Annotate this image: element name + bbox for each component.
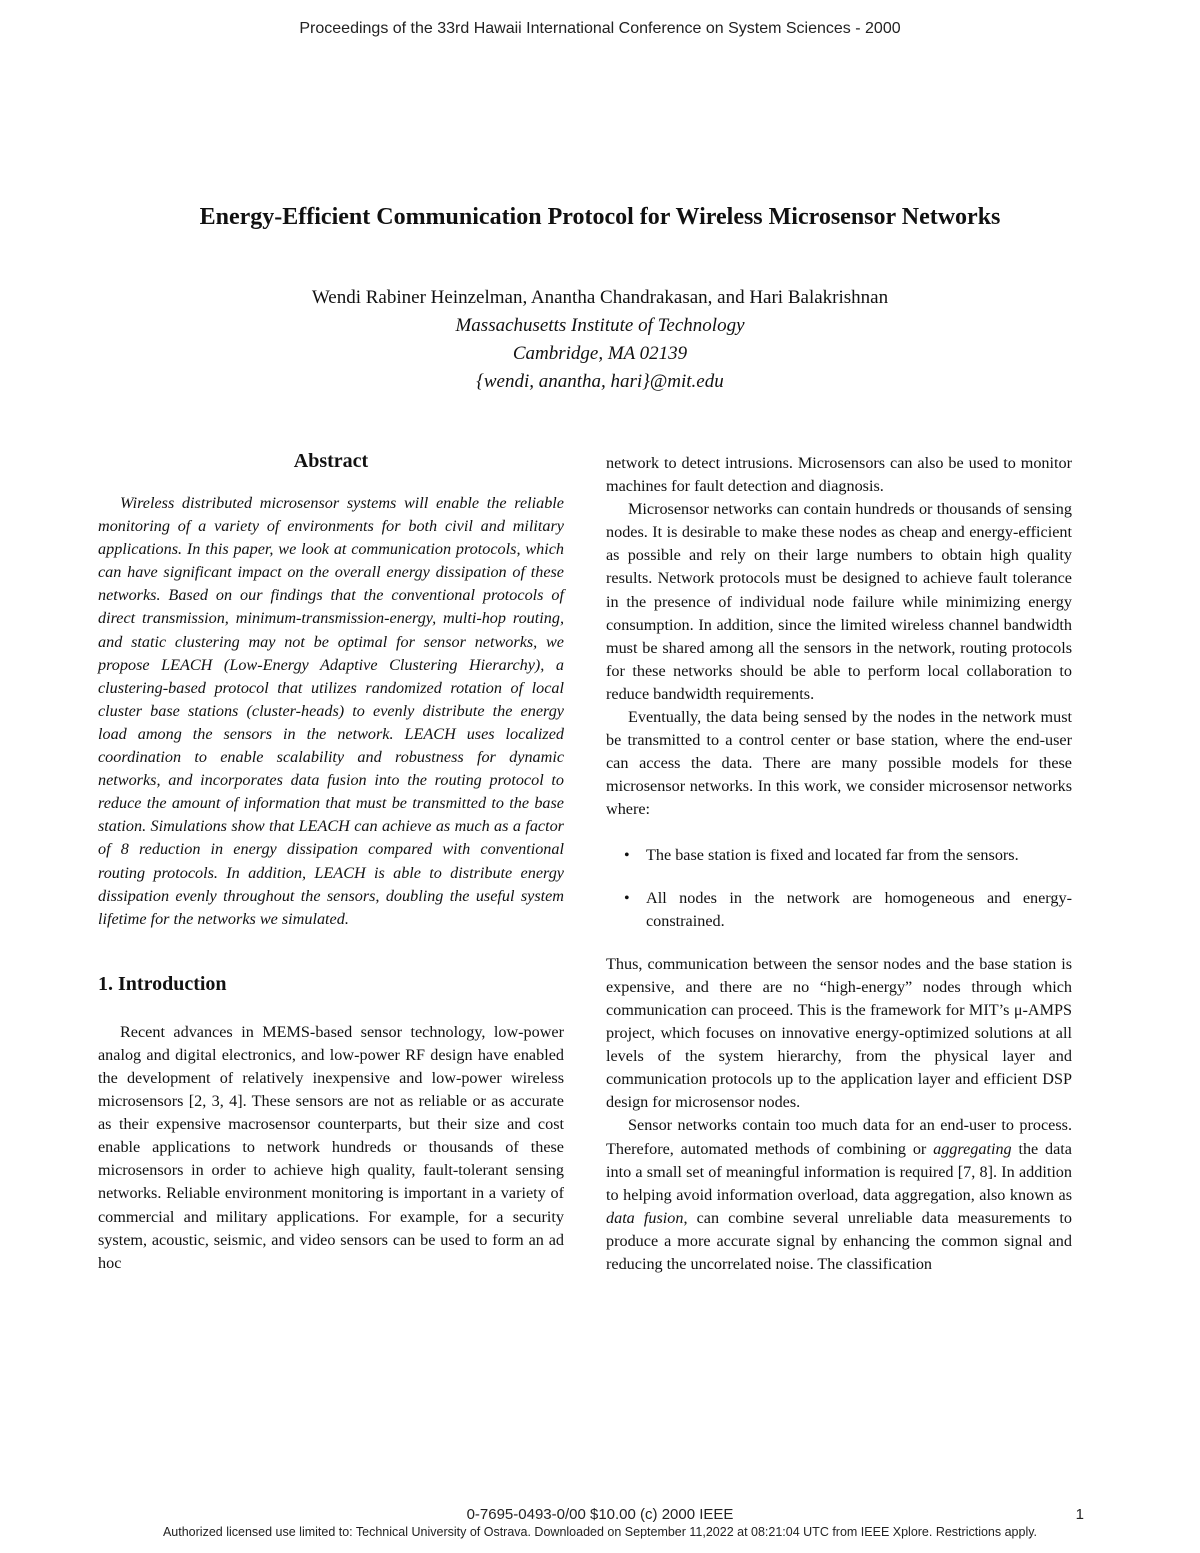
section-heading-introduction: 1. Introduction [98, 972, 227, 995]
copyright-line: 0-7695-0493-0/00 $10.00 (c) 2000 IEEE [466, 1506, 734, 1523]
paper-title: Energy-Efficient Communication Protocol for Wireless Microsensor Networks [199, 204, 1001, 230]
right-paragraph-1: Microsensor networks can contain hundreds or thousands of sensing nodes. It is desirable to make these nodes as cheap and energy-efficient as possible and rely on their large numbers to obtain high quality results. Network protocols must be designed to achieve fault tolerance in the presence of individual node failure while minimizing energy consumption. In addition, since the limited wireless channel bandwidth must be shared among all the sensors in the network, routing protocols for these networks should be able to perform local collaboration to reduce bandwidth requirements. [606, 500, 1072, 703]
author-names: Wendi Rabiner Heinzelman, Anantha Chandrakasan, and Hari Balakrishnan [311, 287, 889, 308]
location: Cambridge, MA 02139 [512, 343, 688, 364]
email: {wendi, anantha, hari}@mit.edu [476, 371, 724, 392]
running-head: Proceedings of the 33rd Hawaii International Conference on System Sciences - 2000 [299, 20, 901, 37]
list-item [606, 887, 1072, 933]
bullet-icon: • [624, 846, 630, 864]
emphasis-aggregating: aggregating [933, 1139, 1012, 1158]
right-paragraph-0: network to detect intrusions. Microsensors can also be used to monitor machines for fault detection and diagnosis. [606, 454, 1072, 496]
affiliation: Massachusetts Institute of Technology [455, 315, 745, 336]
right-paragraph-2: Eventually, the data being sensed by the nodes in the network must be transmitted to a control center or base station, where the end-user can access the data. There are many possible models for these microsensor networks. In this work, we consider microsensor networks where: [606, 708, 1072, 819]
intro-paragraph-1: Recent advances in MEMS-based sensor technology, low-power analog and digital electronics, and low-power RF design have enabled the development of relatively inexpensive and low-power wireless microsensors [2, 3, 4]. These sensors are not as reliable or as accurate as their expensive macrosensor counterparts, but their size and cost enable applications to network hundreds or thousands of these microsensors in order to achieve high quality, fault-tolerant sensing networks. Reliable environment monitoring is important in a variety of commercial and military applications. For example, for a security system, acoustic, seismic, and video sensors can be used to form an ad hoc [98, 1022, 564, 1272]
page-footer [0, 1506, 1200, 1523]
list-item [606, 844, 1072, 867]
right-column [606, 452, 1072, 1276]
bullet-icon: • [624, 889, 630, 907]
right-paragraph-4 [606, 1114, 1072, 1276]
paragraph-segment: Sensor networks contain too much data for an end-user to process. Therefore, automated methods of combining or [606, 1116, 1072, 1158]
left-column [98, 448, 564, 1275]
paragraph-segment: , can combine several unreliable data measurements to produce a more accurate signal by enhancing the common signal and reducing the uncorrelated noise. The classification [606, 1208, 1073, 1273]
list-item-text: The base station is fixed and located far from the sensors. [646, 845, 1019, 864]
assumption-list [606, 844, 1072, 933]
page-number: 1 [1075, 1506, 1084, 1523]
author-block [0, 284, 1200, 396]
license-notice: Authorized licensed use limited to: Technical University of Ostrava. Downloaded on September 11,2022 at 08:21:04 UTC from IEEE Xplore. Restrictions apply. [162, 1525, 1038, 1539]
right-paragraph-3: Thus, communication between the sensor nodes and the base station is expensive, and there are no “high-energy” nodes through which communication can proceed. This is the framework for MIT’s μ-AMPS project, which focuses on innovative energy-optimized solutions at all levels of the system hierarchy, from the physical layer and communication protocols up to the application layer and efficient DSP design for microsensor nodes. [606, 954, 1072, 1112]
abstract-heading: Abstract [293, 450, 369, 472]
list-item-text: All nodes in the network are homogeneous and energy-constrained. [646, 888, 1072, 930]
emphasis-data-fusion: data fusion [606, 1208, 684, 1227]
abstract-text: Wireless distributed microsensor systems will enable the reliable monitoring of a variety of environments for both civil and military applications. In this paper, we look at communication protocols, which can have significant impact on the overall energy dissipation of these networks. Based on our findings that the conventional protocols of direct transmission, minimum-transmission-energy, multi-hop routing, and static clustering may not be optimal for sensor networks, we propose LEACH (Low-Energy Adaptive Clustering Hierarchy), a clustering-based protocol that utilizes randomized rotation of local cluster base stations (cluster-heads) to evenly distribute the energy load among the sensors in the network. LEACH uses localized coordination to enable scalability and robustness for dynamic networks, and incorporates data fusion into the routing protocol to reduce the amount of information that must be transmitted to the base station. Simulations show that LEACH can achieve as much as a factor of 8 reduction in energy dissipation compared with conventional routing protocols. In addition, LEACH is able to distribute energy dissipation evenly throughout the sensors, doubling the useful system lifetime for the networks we simulated. [98, 494, 564, 928]
paragraph-segment: the data into a small set of meaningful information is required [7, 8]. In addition to helping avoid information overload, data aggregation, also known as [606, 1139, 1072, 1204]
